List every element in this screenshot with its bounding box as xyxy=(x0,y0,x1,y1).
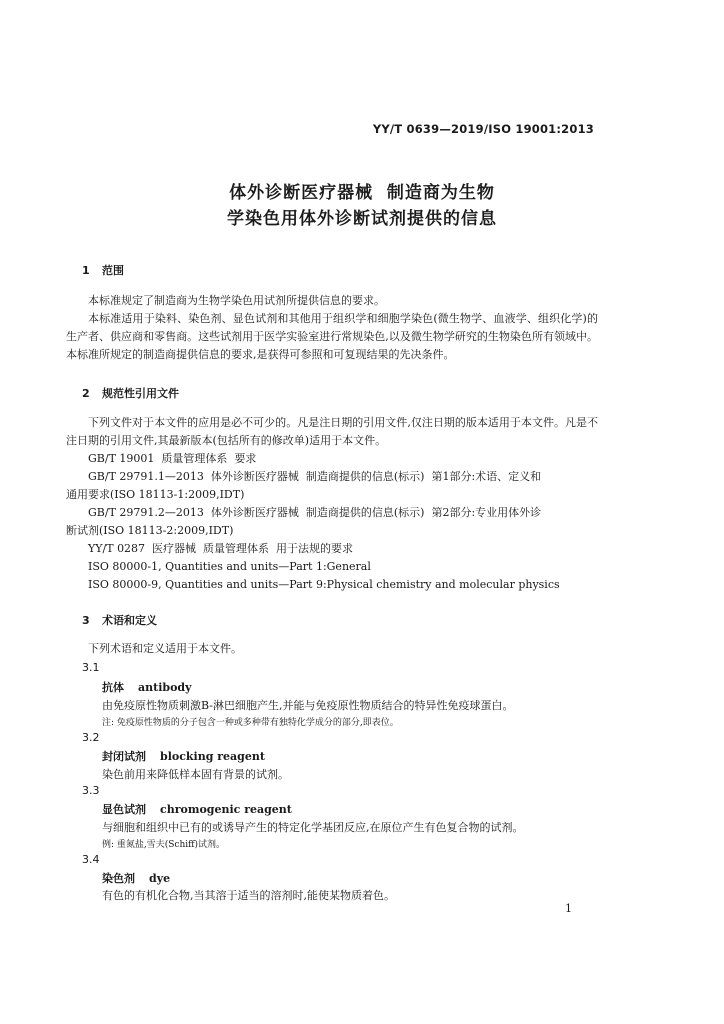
term-definition: 与细胞和组织中已有的或诱导产生的特定化学基团反应,在原位产生有色复合物的试剂。 xyxy=(102,821,524,834)
term-number: 3.3 xyxy=(82,784,100,797)
section-1-paragraph-1: 本标准规定了制造商为生物学染色用试剂所提供信息的要求。 xyxy=(88,294,385,307)
section-number: 3 xyxy=(82,614,90,627)
reference-item-continuation: 断试剂(ISO 18113-2:2009,IDT) xyxy=(66,524,234,537)
reference-item: GB/T 29791.2—2013 体外诊断医疗器械 制造商提供的信息(标示) 第2部分:专业用体外诊 xyxy=(88,506,542,519)
term-number: 3.2 xyxy=(82,731,100,744)
term-heading xyxy=(102,748,265,764)
term-chinese: 抗体 xyxy=(102,681,124,694)
term-definition: 由免疫原性物质刺激B-淋巴细胞产生,并能与免疫原性物质结合的特异性免疫球蛋白。 xyxy=(102,699,514,712)
term-heading xyxy=(102,870,170,886)
section-number: 1 xyxy=(82,264,90,277)
document-title-line-1: 体外诊断医疗器械 制造商为生物 xyxy=(229,183,495,203)
term-number: 3.1 xyxy=(82,661,100,674)
reference-list xyxy=(66,450,598,594)
page-number: 1 xyxy=(565,902,572,915)
term-english: chromogenic reagent xyxy=(160,803,292,816)
term-heading xyxy=(102,801,292,817)
section-2-heading xyxy=(82,385,179,401)
section-title: 范围 xyxy=(102,264,124,277)
section-2-intro: 下列文件对于本文件的应用是必不可少的。凡是注日期的引用文件,仅注日期的版本适用于本文件。凡是不注日期的引用文件,其最新版本(包括所有的修改单)适用于本文件。 xyxy=(66,416,598,447)
term-example: 例: 重氮盐,雪夫(Schiff)试剂。 xyxy=(102,840,226,850)
reference-item: GB/T 29791.1—2013 体外诊断医疗器械 制造商提供的信息(标示) 第1部分:术语、定义和 xyxy=(88,470,542,483)
term-english: antibody xyxy=(138,681,192,694)
reference-item-continuation: 通用要求(ISO 18113-1:2009,IDT) xyxy=(66,488,245,501)
reference-item: YY/T 0287 医疗器械 质量管理体系 用于法规的要求 xyxy=(88,542,354,555)
reference-item: ISO 80000-9, Quantities and units—Part 9:Physical chemistry and molecular physics xyxy=(88,578,560,591)
section-title: 规范性引用文件 xyxy=(102,387,179,400)
section-1-heading xyxy=(82,262,124,278)
reference-item: GB/T 19001 质量管理体系 要求 xyxy=(88,452,257,465)
section-3-intro: 下列术语和定义适用于本文件。 xyxy=(88,642,242,655)
document-title-line-2: 学染色用体外诊断试剂提供的信息 xyxy=(227,209,497,229)
term-chinese: 封闭试剂 xyxy=(102,750,146,763)
term-definition: 有色的有机化合物,当其溶于适当的溶剂时,能使某物质着色。 xyxy=(102,889,395,902)
standard-code: YY/T 0639—2019/ISO 19001:2013 xyxy=(372,122,594,136)
term-definition: 染色前用来降低样本固有背景的试剂。 xyxy=(102,768,289,781)
reference-item: ISO 80000-1, Quantities and units—Part 1:General xyxy=(88,560,371,573)
term-chinese: 染色剂 xyxy=(102,872,135,885)
term-english: blocking reagent xyxy=(160,750,265,763)
term-chinese: 显色试剂 xyxy=(102,803,146,816)
section-number: 2 xyxy=(82,387,90,400)
term-english: dye xyxy=(149,872,171,885)
term-number: 3.4 xyxy=(82,853,100,866)
section-1-paragraph-2: 本标准适用于染料、染色剂、显色试剂和其他用于组织学和细胞学染色(微生物学、血液学、组织化学)的生产者、供应商和零售商。这些试剂用于医学实验室进行常规染色,以及微生物学研究的生物染色所有领域中。本标准所规定的制造商提供信息的要求,是获得可参照和可复现结果的先决条件。 xyxy=(66,312,598,361)
term-heading xyxy=(102,679,192,695)
section-title: 术语和定义 xyxy=(102,614,157,627)
section-3-heading xyxy=(82,612,157,628)
term-note: 注: 免疫原性物质的分子包含一种或多种带有独特化学成分的部分,即表位。 xyxy=(102,718,399,728)
